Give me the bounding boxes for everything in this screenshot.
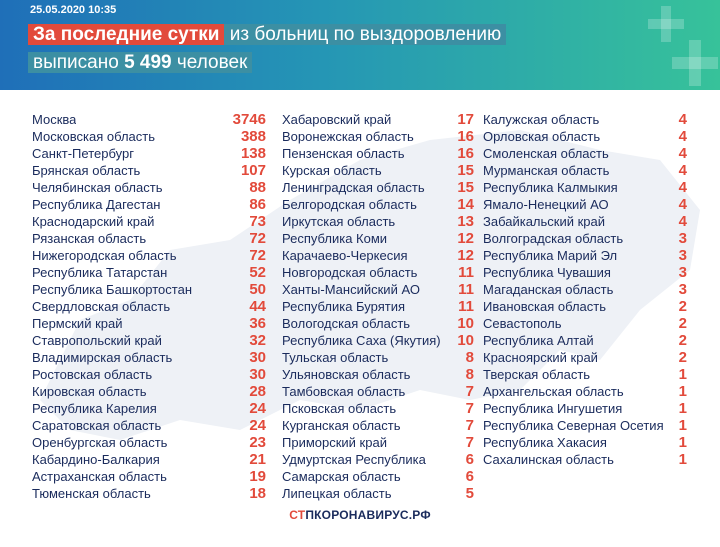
- region-row: [32, 434, 266, 451]
- region-row: [483, 434, 687, 451]
- region-name: Курская область: [282, 163, 382, 178]
- region-name: Смоленская область: [483, 146, 609, 161]
- discharged-value: 32: [249, 332, 266, 349]
- discharged-value: 17: [457, 111, 474, 128]
- region-row: [32, 145, 266, 162]
- region-row: [282, 213, 474, 230]
- discharged-value: 3: [678, 264, 687, 281]
- region-name: Самарская область: [282, 469, 401, 484]
- discharged-value: 3746: [232, 111, 266, 128]
- region-row: [282, 417, 474, 434]
- region-row: [32, 383, 266, 400]
- region-row: [483, 332, 687, 349]
- region-name: Астраханская область: [32, 469, 167, 484]
- region-name: Краснодарский край: [32, 214, 155, 229]
- region-name: Республика Саха (Якутия): [282, 333, 441, 348]
- region-row: [32, 417, 266, 434]
- region-name: Липецкая область: [282, 486, 392, 501]
- discharged-value: 4: [678, 213, 687, 230]
- region-name: Орловская область: [483, 129, 601, 144]
- region-name: Республика Коми: [282, 231, 388, 246]
- region-row: [483, 451, 687, 468]
- discharged-value: 7: [465, 400, 474, 417]
- discharged-value: 10: [457, 332, 474, 349]
- region-row: [483, 366, 687, 383]
- region-row: [32, 179, 266, 196]
- discharged-value: 2: [678, 332, 687, 349]
- discharged-value: 1: [678, 383, 687, 400]
- region-name: Рязанская область: [32, 231, 147, 246]
- discharged-value: 3: [678, 281, 687, 298]
- region-name: Ханты-Мансийский АО: [282, 282, 420, 297]
- region-name: Ленинградская область: [282, 180, 425, 195]
- region-name: Белгородская область: [282, 197, 417, 212]
- discharged-value: 88: [249, 179, 266, 196]
- discharged-value: 15: [457, 162, 474, 179]
- region-name: Забайкальский край: [483, 214, 606, 229]
- region-name: Пензенская область: [282, 146, 405, 161]
- discharged-count: 5 499: [124, 52, 172, 73]
- discharged-value: 5: [465, 485, 474, 502]
- discharged-value: 24: [249, 400, 266, 417]
- region-name: Псковская область: [282, 401, 397, 416]
- region-row: [282, 128, 474, 145]
- region-row: [483, 247, 687, 264]
- region-row: [32, 111, 266, 128]
- region-row: [32, 298, 266, 315]
- region-name: Республика Бурятия: [282, 299, 406, 314]
- discharged-value: 72: [249, 247, 266, 264]
- logo-mark: СТ: [289, 508, 306, 522]
- region-row: [32, 451, 266, 468]
- region-name: Хабаровский край: [282, 112, 392, 127]
- discharged-value: 107: [240, 162, 266, 179]
- discharged-value: 23: [249, 434, 266, 451]
- discharged-value: 4: [678, 128, 687, 145]
- region-row: [282, 145, 474, 162]
- region-name: Иркутская область: [282, 214, 396, 229]
- region-row: [483, 349, 687, 366]
- region-row: [282, 230, 474, 247]
- discharged-value: 11: [458, 298, 474, 315]
- region-row: [483, 128, 687, 145]
- headline-line-1: [28, 22, 506, 48]
- region-name: Магаданская область: [483, 282, 614, 297]
- region-row: [32, 485, 266, 502]
- region-row: [32, 315, 266, 332]
- region-name: Оренбургская область: [32, 435, 168, 450]
- region-row: [483, 196, 687, 213]
- header-banner: [0, 0, 720, 90]
- region-name: Москва: [32, 112, 77, 127]
- discharged-value: 8: [465, 349, 474, 366]
- region-name: Челябинская область: [32, 180, 163, 195]
- region-row: [32, 213, 266, 230]
- region-name: Вологодская область: [282, 316, 411, 331]
- region-row: [282, 400, 474, 417]
- discharged-value: 1: [678, 417, 687, 434]
- region-name: Республика Хакасия: [483, 435, 607, 450]
- region-row: [32, 332, 266, 349]
- discharged-value: 11: [458, 281, 474, 298]
- region-row: [282, 162, 474, 179]
- region-column-1: [32, 111, 266, 502]
- region-row: [32, 196, 266, 213]
- discharged-value: 11: [458, 264, 474, 281]
- discharged-value: 18: [249, 485, 266, 502]
- discharged-value: 7: [465, 383, 474, 400]
- region-row: [282, 111, 474, 128]
- region-name: Республика Калмыкия: [483, 180, 618, 195]
- headline-highlight: За последние сутки: [28, 24, 224, 45]
- region-row: [483, 281, 687, 298]
- region-name: Кабардино-Балкария: [32, 452, 160, 467]
- region-name: Республика Марий Эл: [483, 248, 618, 263]
- discharged-value: 4: [678, 196, 687, 213]
- region-row: [282, 451, 474, 468]
- discharged-value: 36: [249, 315, 266, 332]
- discharged-value: 14: [457, 196, 474, 213]
- region-name: Владимирская область: [32, 350, 173, 365]
- region-name: Нижегородская область: [32, 248, 177, 263]
- region-name: Санкт-Петербург: [32, 146, 134, 161]
- region-name: Мурманская область: [483, 163, 610, 178]
- region-name: Архангельская область: [483, 384, 624, 399]
- discharged-value: 2: [678, 349, 687, 366]
- headline-suffix: человек: [171, 52, 248, 73]
- region-name: Ульяновская область: [282, 367, 411, 382]
- discharged-value: 50: [249, 281, 266, 298]
- discharged-value: 4: [678, 179, 687, 196]
- discharged-value: 7: [465, 417, 474, 434]
- region-name: Севастополь: [483, 316, 562, 331]
- discharged-value: 1: [678, 366, 687, 383]
- discharged-value: 16: [457, 128, 474, 145]
- discharged-value: 7: [465, 434, 474, 451]
- region-name: Удмуртская Республика: [282, 452, 426, 467]
- region-name: Ямало-Ненецкий АО: [483, 197, 609, 212]
- region-column-2: [282, 111, 474, 502]
- region-name: Кировская область: [32, 384, 147, 399]
- plus-icon: [672, 40, 718, 86]
- region-row: [32, 400, 266, 417]
- region-name: Калужская область: [483, 112, 600, 127]
- region-name: Республика Северная Осетия: [483, 418, 664, 433]
- region-row: [32, 128, 266, 145]
- region-row: [282, 281, 474, 298]
- discharged-value: 16: [457, 145, 474, 162]
- region-name: Брянская область: [32, 163, 141, 178]
- region-row: [483, 162, 687, 179]
- region-row: [282, 434, 474, 451]
- region-row: [32, 230, 266, 247]
- region-name: Республика Башкортостан: [32, 282, 192, 297]
- discharged-value: 1: [678, 451, 687, 468]
- region-row: [483, 179, 687, 196]
- discharged-value: 30: [249, 349, 266, 366]
- region-name: Воронежская область: [282, 129, 414, 144]
- region-row: [282, 468, 474, 485]
- region-row: [483, 298, 687, 315]
- region-name: Республика Ингушетия: [483, 401, 623, 416]
- region-name: Ставропольский край: [32, 333, 162, 348]
- region-row: [32, 264, 266, 281]
- region-name: Ивановская область: [483, 299, 606, 314]
- discharged-value: 388: [240, 128, 266, 145]
- discharged-value: 10: [457, 315, 474, 332]
- region-row: [32, 162, 266, 179]
- region-row: [282, 196, 474, 213]
- region-row: [483, 111, 687, 128]
- discharged-value: 3: [678, 230, 687, 247]
- discharged-value: 3: [678, 247, 687, 264]
- discharged-value: 4: [678, 111, 687, 128]
- region-column-3: [483, 111, 687, 468]
- discharged-value: 6: [465, 451, 474, 468]
- region-name: Сахалинская область: [483, 452, 614, 467]
- region-row: [483, 213, 687, 230]
- region-row: [282, 485, 474, 502]
- discharged-value: 15: [457, 179, 474, 196]
- region-name: Республика Карелия: [32, 401, 157, 416]
- region-row: [483, 145, 687, 162]
- site-logo: [0, 508, 720, 522]
- headline-line-2: [28, 50, 252, 76]
- region-name: Тульская область: [282, 350, 389, 365]
- region-name: Курганская область: [282, 418, 401, 433]
- region-row: [32, 366, 266, 383]
- region-row: [282, 179, 474, 196]
- discharged-value: 21: [249, 451, 266, 468]
- region-name: Волгоградская область: [483, 231, 624, 246]
- discharged-value: 13: [457, 213, 474, 230]
- date-stamp: 25.05.2020 10:35: [30, 4, 117, 16]
- region-row: [32, 281, 266, 298]
- plus-icon: [648, 6, 684, 42]
- region-name: Московская область: [32, 129, 156, 144]
- region-row: [32, 349, 266, 366]
- discharged-value: 52: [249, 264, 266, 281]
- region-name: Саратовская область: [32, 418, 162, 433]
- region-row: [282, 349, 474, 366]
- discharged-value: 4: [678, 162, 687, 179]
- region-name: Ростовская область: [32, 367, 153, 382]
- region-row: [282, 247, 474, 264]
- discharged-value: 72: [249, 230, 266, 247]
- region-row: [282, 383, 474, 400]
- region-row: [282, 366, 474, 383]
- headline-prefix: выписано: [33, 52, 125, 73]
- region-name: Пермский край: [32, 316, 123, 331]
- region-name: Приморский край: [282, 435, 387, 450]
- discharged-value: 24: [249, 417, 266, 434]
- region-name: Свердловская область: [32, 299, 171, 314]
- discharged-value: 2: [678, 315, 687, 332]
- region-row: [483, 230, 687, 247]
- region-name: Новгородская область: [282, 265, 418, 280]
- region-row: [32, 247, 266, 264]
- discharged-value: 8: [465, 366, 474, 383]
- region-name: Республика Татарстан: [32, 265, 168, 280]
- region-row: [282, 298, 474, 315]
- discharged-value: 6: [465, 468, 474, 485]
- headline-rest: из больниц по выздоровлению: [224, 24, 506, 45]
- discharged-value: 138: [240, 145, 266, 162]
- discharged-value: 12: [457, 230, 474, 247]
- region-row: [483, 383, 687, 400]
- region-row: [483, 417, 687, 434]
- region-name: Тюменская область: [32, 486, 151, 501]
- region-name: Красноярский край: [483, 350, 598, 365]
- discharged-value: 86: [249, 196, 266, 213]
- discharged-value: 2: [678, 298, 687, 315]
- logo-text: ПКОРОНАВИРУС.РФ: [305, 508, 431, 522]
- region-name: Республика Дагестан: [32, 197, 161, 212]
- discharged-value: 1: [678, 400, 687, 417]
- discharged-value: 28: [249, 383, 266, 400]
- discharged-value: 12: [457, 247, 474, 264]
- region-name: Тверская область: [483, 367, 591, 382]
- region-row: [282, 315, 474, 332]
- region-row: [32, 468, 266, 485]
- region-name: Карачаево-Черкесия: [282, 248, 408, 263]
- discharged-value: 4: [678, 145, 687, 162]
- discharged-value: 1: [678, 434, 687, 451]
- region-row: [483, 400, 687, 417]
- region-name: Тамбовская область: [282, 384, 406, 399]
- region-row: [483, 264, 687, 281]
- region-name: Республика Чувашия: [483, 265, 611, 280]
- region-row: [282, 332, 474, 349]
- region-row: [483, 315, 687, 332]
- discharged-value: 30: [249, 366, 266, 383]
- headline-band: [28, 52, 252, 73]
- region-name: Республика Алтай: [483, 333, 594, 348]
- discharged-value: 19: [249, 468, 266, 485]
- discharged-value: 44: [249, 298, 266, 315]
- region-row: [282, 264, 474, 281]
- discharged-value: 73: [249, 213, 266, 230]
